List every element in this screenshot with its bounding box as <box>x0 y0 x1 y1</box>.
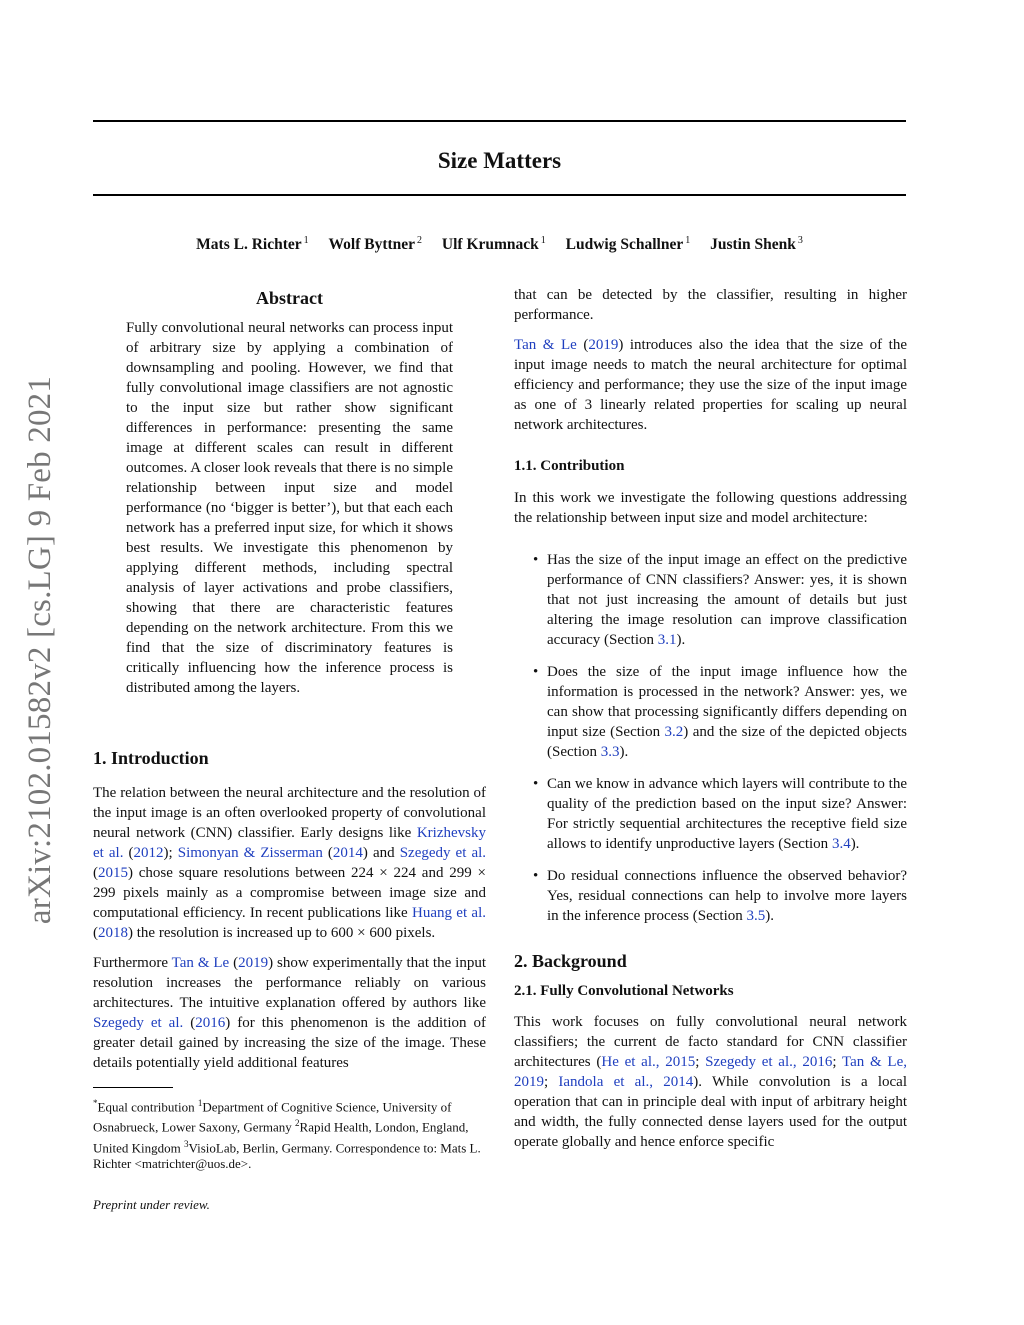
contribution-intro: In this work we investigate the following questions addressing the relationship between input size and model architecture: <box>514 490 907 526</box>
section-link[interactable]: 3.5 <box>746 908 766 924</box>
citation-link[interactable]: Huang et al. <box>412 905 487 921</box>
citation-link[interactable]: Szegedy et al., 2016 <box>705 1054 833 1070</box>
tanle-paragraph: Tan & Le (2019) introduces also the idea that the size of the input image needs to match the neural architecture for optimal efficiency and performance; they use the size of the input image as one of 3 linearly related properties for scaling up neural network architectures. <box>514 337 908 433</box>
citation-link[interactable]: Szegedy et al. <box>93 1015 184 1031</box>
fcn-heading: 2.1. Fully Convolutional Networks <box>514 983 734 999</box>
author: Ulf Krumnack $^1$ <box>441 235 546 254</box>
citation-link[interactable]: He et al., 2015 <box>601 1054 696 1070</box>
citation-link[interactable]: Tan & Le <box>171 955 230 971</box>
title-rule-top <box>93 120 906 122</box>
citation-link[interactable]: 2016 <box>195 1015 226 1031</box>
fcn-paragraph: This work focuses on fully convolutional neural network classifiers; the current de facto standard for CNN classifier architectures (He et al., 2015; Szegedy et al., 2016; Tan & Le, 2019; Iandola et al., 2014). While convolution is a local operation that can in principle deal with input of arbitrary height and width, the fully connected dense layers used for the output operate globally and hence enforce specific <box>514 1014 907 1150</box>
right-column <box>514 285 907 1152</box>
citation-link[interactable]: 2014 <box>332 845 363 861</box>
citation-link[interactable]: 2019 <box>238 955 269 971</box>
citation-link[interactable]: Tan & Le <box>514 337 577 353</box>
citation-link[interactable]: Tan & Le, 2019 <box>514 1054 907 1090</box>
footnote <box>93 1095 486 1172</box>
section-link[interactable]: 3.4 <box>831 836 851 852</box>
author: Mats L. Richter $^1$ <box>196 235 309 254</box>
citation-link[interactable]: Simonyan & Zisserman <box>177 845 323 861</box>
continued-paragraph: that can be detected by the classifier, resulting in higher performance. <box>514 287 907 323</box>
footnote-text: *Equal contribution $^1$Department of Cognitive Science, University of Osnabrueck, Lower Saxony, Germany $^2$Rapid Health, London, England, United Kingdom $^3$VisioLab, Berlin, Germany. Correspondence to: Mats L. Richter <matrichter@uos.de>. <box>93 1098 481 1171</box>
citation-link[interactable]: 2015 <box>98 865 128 881</box>
citation-link[interactable]: 2019 <box>588 337 619 353</box>
citation-link[interactable]: 2012 <box>133 845 164 861</box>
author: Ludwig Schallner $^1$ <box>565 235 691 254</box>
left-column <box>93 285 486 1213</box>
intro-paragraph-2: Furthermore Tan & Le (2019) show experimentally that the input resolution increases the performance reliably on various architectures. The intuitive explanation offered by authors like Szegedy et al. (2016) for this phenomenon is the addition of greater detail gained by increasing the size of the image. These details potentially yield additional features <box>93 955 486 1071</box>
citation-link[interactable]: Krizhevsky et al. <box>93 825 486 861</box>
title-rule-bottom <box>93 194 906 196</box>
section-link[interactable]: 3.1 <box>657 632 677 648</box>
contribution-list <box>514 550 907 926</box>
introduction-heading: 1. Introduction <box>93 748 209 768</box>
list-item: • Does the size of the input image influence how the information is processed in the network? Answer: yes, we can show that processing significantly differs depending on input size (Section 3.2) and the size of the depicted objects (Section 3.3). <box>533 664 907 760</box>
abstract-text: Fully convolutional neural networks can process input of arbitrary size by applying a combination of downsampling and pooling. However, we find that fully convolutional image classifiers are not agnostic to the input size but rather show significant differences in performance: presenting the same image at different scales can result in different outcomes. A closer look reveals that there is no simple relationship between input size and model performance (no ‘bigger is better’), but that each each network has a preferred input size, for which it shows best results. We investigate this phenomenon by applying different methods, including spectral analysis of layer activations and probe classifiers, showing that there are characteristic features depending on the network architecture. From this we find that the size of discriminatory features is critically influencing how the inference process is distributed among the layers. <box>126 320 453 696</box>
citation-link[interactable]: Szegedy et al. <box>399 845 487 861</box>
background-heading: 2. Background <box>514 951 627 971</box>
author: Wolf Byttner $^2$ <box>328 235 423 254</box>
citation-link[interactable]: Iandola et al., 2014 <box>558 1074 694 1090</box>
list-item: • Has the size of the input image an effect on the predictive performance of CNN classifiers? Answer: yes, it is shown that not just increasing the amount of details but just altering the image resolution can improve classification accuracy (Section 3.1). <box>533 552 907 648</box>
abstract-heading: Abstract <box>256 288 323 308</box>
preprint-note: Preprint under review. <box>93 1196 210 1212</box>
citation-link[interactable]: 2018 <box>98 925 128 941</box>
list-item: • Do residual connections influence the observed behavior? Yes, residual connections can help to involve more layers in the inference process (Section 3.5). <box>533 868 907 924</box>
author: Justin Shenk $^3$ <box>710 235 803 254</box>
list-item: • Can we know in advance which layers will contribute to the quality of the prediction based on the input size? Answer: For strictly sequential architectures the receptive field size allows to identify unproductive layers (Section 3.4). <box>533 776 907 852</box>
section-link[interactable]: 3.3 <box>600 744 620 760</box>
footnote-divider <box>93 1087 173 1088</box>
contribution-heading: 1.1. Contribution <box>514 458 625 474</box>
intro-paragraph-1: The relation between the neural architecture and the resolution of the input image is an often overlooked property of convolutional neural network (CNN) classifier. Early designs like Krizhevsky et al. (2012); Simonyan & Zisserman (2014) and Szegedy et al. (2015) chose square resolutions between 224 × 224 and 299 × 299 pixels mainly as a compromise between image size and computational efficiency. In recent publications like Huang et al. (2018) the resolution is increased up to 600 × 600 pixels. <box>93 785 487 941</box>
paper-title: Size Matters <box>437 148 562 173</box>
section-link[interactable]: 3.2 <box>664 724 684 740</box>
author-list <box>93 230 906 256</box>
arxiv-identifier: arXiv:2102.01582v2 [cs.LG] 9 Feb 2021 <box>22 375 58 925</box>
